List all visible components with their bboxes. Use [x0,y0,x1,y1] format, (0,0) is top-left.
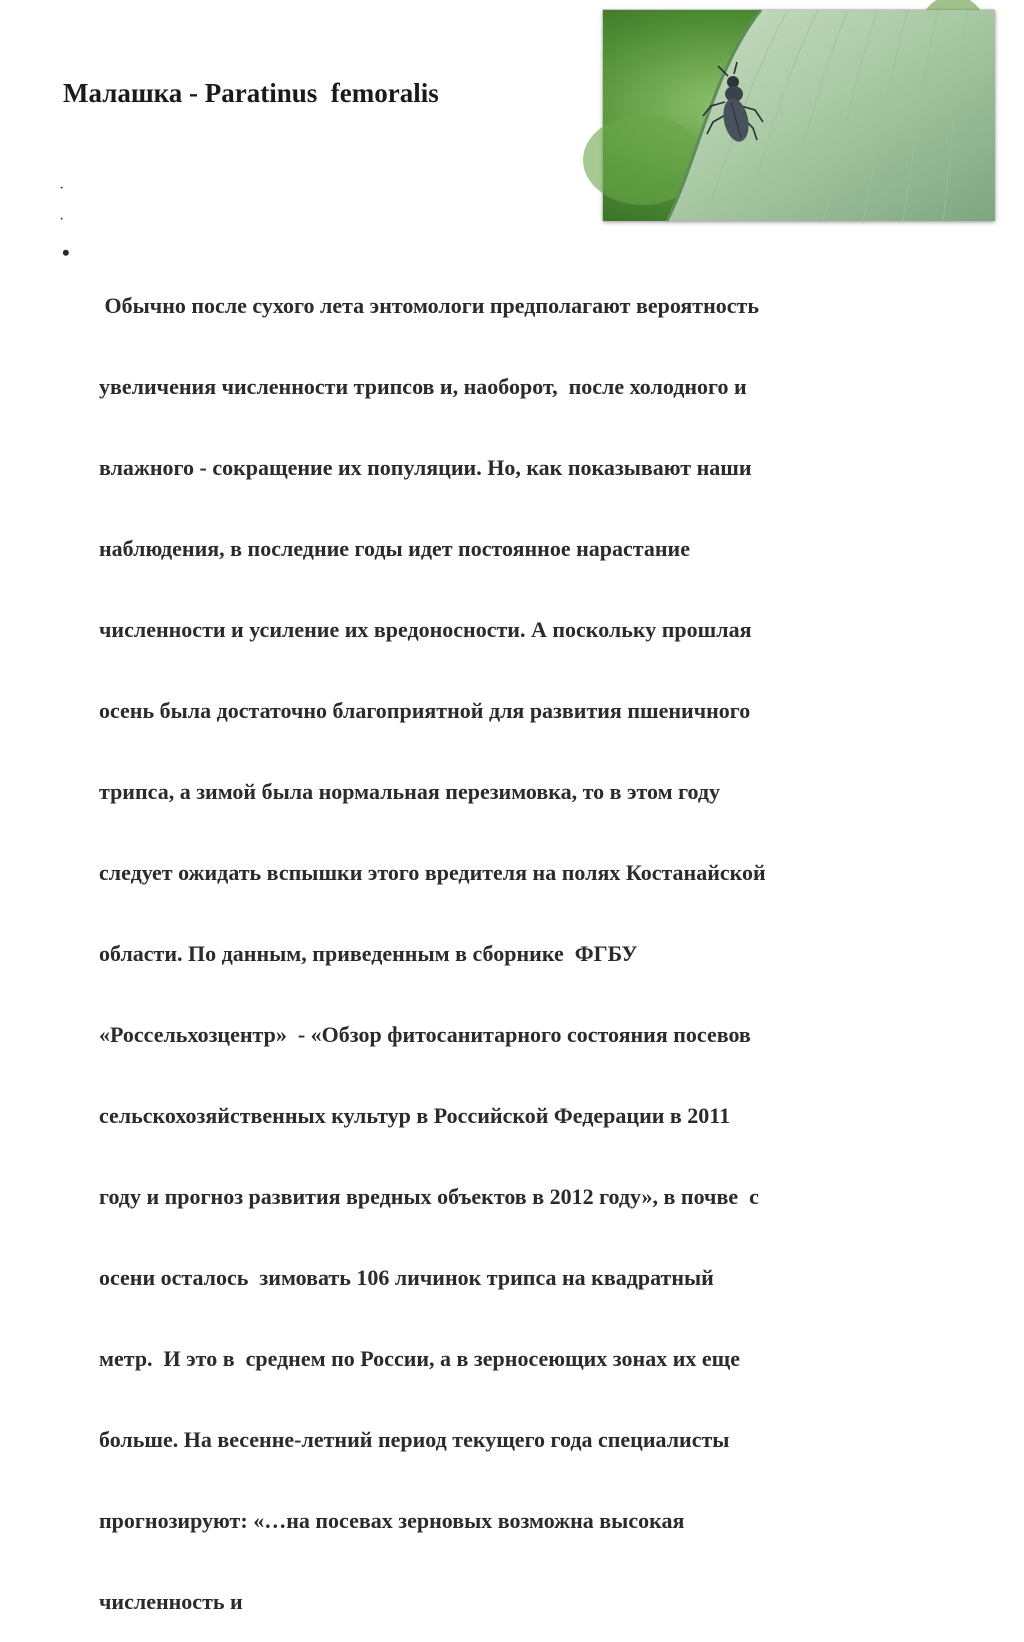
paragraph-line: сельскохозяйственных культур в Российской Федерации в 2011 [99,1103,731,1128]
paragraph-line: области. По данным, приведенным в сборнике ФГБУ [99,941,638,966]
bullet-icon: • [62,240,70,265]
beetle-on-leaf-photo [602,9,994,220]
empty-bullet: · [59,211,65,228]
paragraph-line: больше. На весенне-летний период текущего года специалисты [99,1427,730,1452]
paragraph-line: «Россельхозцентр» - «Обзор фитосанитарного состояния посевов [99,1022,751,1047]
body-paragraph [99,238,979,1642]
paragraph-line: численность и [99,1589,243,1614]
slide-title: Малашка - Paratinus femoralis [63,78,439,108]
paragraph-line: Обычно после сухого лета энтомологи предполагают вероятность [99,293,759,318]
paragraph-line: прогнозируют: «…на посевах зерновых возможна высокая [99,1508,685,1533]
paragraph-line: метр. И это в среднем по России, а в зерносеющих зонах их еще [99,1346,740,1371]
paragraph-line: году и прогноз развития вредных объектов в 2012 году», в почве с [99,1184,759,1209]
paragraph-line: влажного - сокращение их популяции. Но, как показывают наши [99,455,752,480]
empty-bullet: · [59,180,65,197]
paragraph-line: наблюдения, в последние годы идет постоянное нарастание [99,536,690,561]
paragraph-line: осени осталось зимовать 106 личинок трипса на квадратный [99,1265,714,1290]
paragraph-line: следует ожидать вспышки этого вредителя на полях Костанайской [99,860,766,885]
paragraph-line: увеличения численности трипсов и, наоборот, после холодного и [99,374,747,399]
paragraph-line: трипса, а зимой была нормальная перезимовка, то в этом году [99,779,721,804]
paragraph-line: численности и усиление их вредоносности. А поскольку прошлая [99,617,752,642]
paragraph-line: осень была достаточно благоприятной для развития пшеничного [99,698,751,723]
